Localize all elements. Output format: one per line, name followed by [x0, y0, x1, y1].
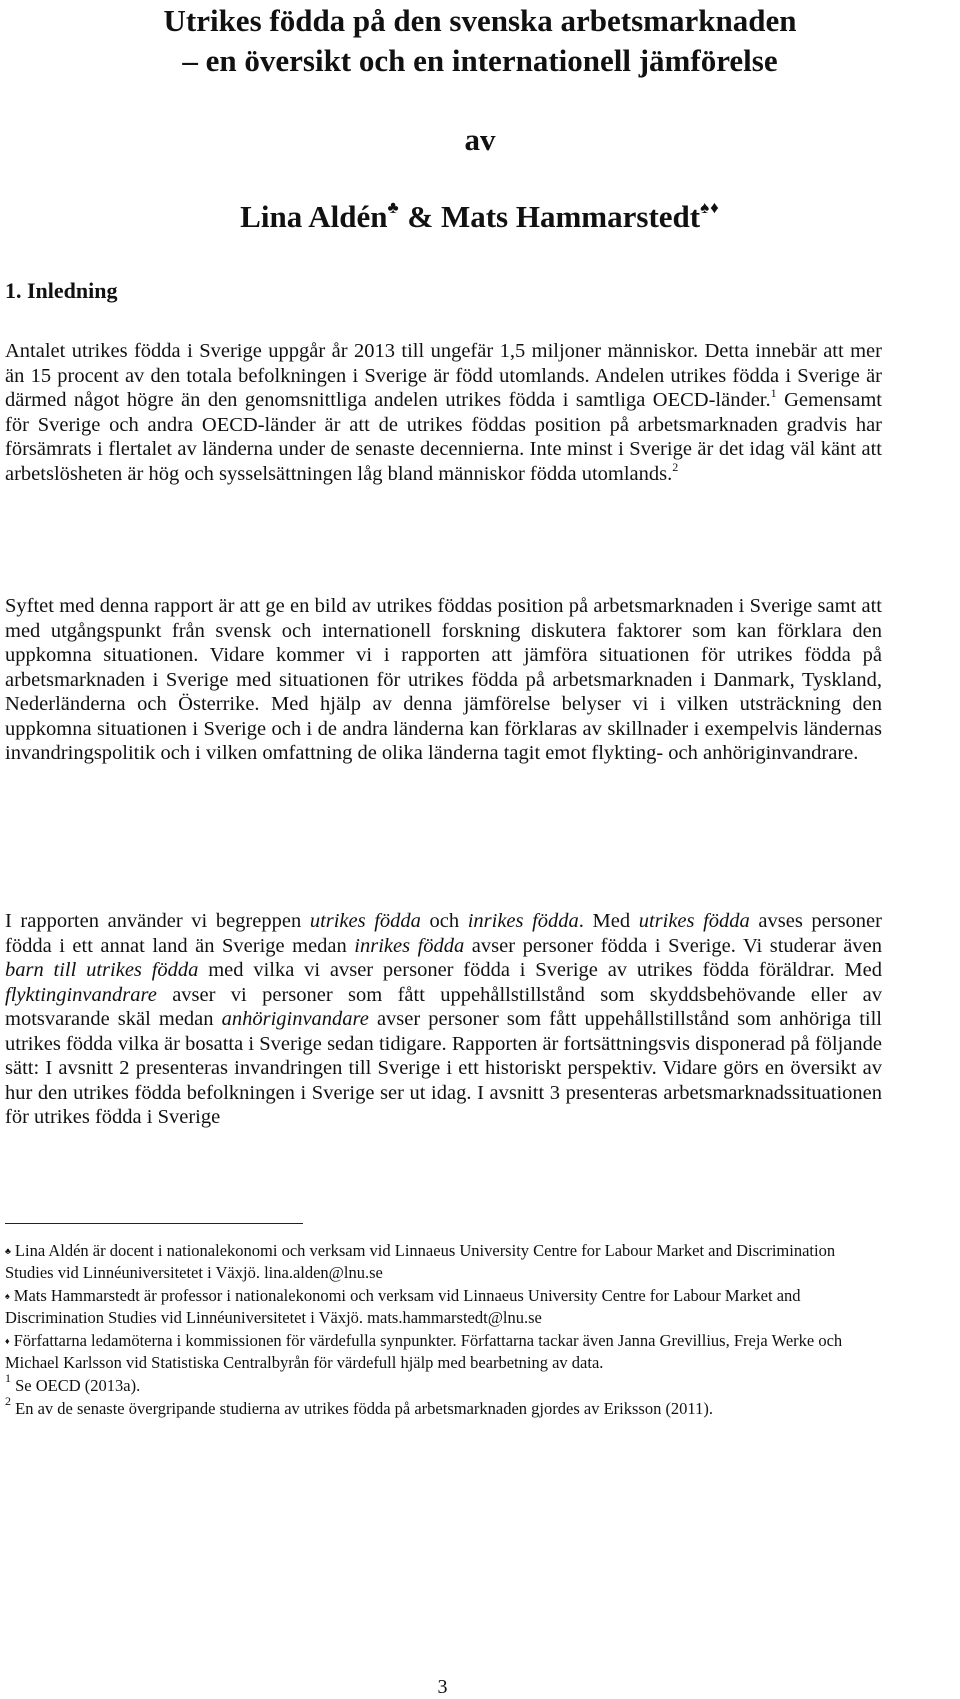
p3-text: avser vi personer som fått uppehållstillstånd som skyddsbehövande eller av motsvarande skäl medan — [5, 983, 882, 1030]
paragraph-1-text-b: Gemensamt för Sverige och andra OECD-länder är att de utrikes föddas position på arbetsmarknaden gradvis har försämrats i flertalet av länderna under de senaste decennierna. Inte minst i Sverige är det idag väl känt att arbetslösheten är hög och sysselsättningen låg bland människor födda utomlands. — [5, 389, 882, 485]
p3-term: anhöriginvandare — [221, 1008, 369, 1030]
footnotes — [5, 1240, 882, 1421]
p3-text: med vilka vi avser personer födda i Sverige av utrikes födda föräldrar. Med — [198, 959, 882, 981]
author-1-symbol: ♣ — [387, 198, 400, 217]
footnote-author-1 — [5, 1240, 882, 1283]
footnote-ref-1[interactable]: 1 — [770, 386, 777, 400]
paragraph-1 — [5, 339, 882, 486]
p3-text: . Med — [578, 910, 639, 932]
section-heading: 1. Inledning — [5, 278, 118, 303]
p3-term: utrikes födda — [638, 910, 750, 932]
p3-text: och — [420, 910, 468, 932]
footnote-marker: 1 — [5, 1371, 11, 1385]
paragraph-3 — [5, 909, 882, 1130]
paragraph-1-text-a: Antalet utrikes födda i Sverige uppgår år 2013 till ungefär 1,5 miljoner människor. Detta innebär att mer än 15 procent av den totala befolkningen i Sverige är född utomlands. Andelen utrikes födda i Sverige är därmed något högre än den genomsnittliga andelen utrikes födda i samtliga OECD-länder. — [5, 340, 882, 411]
footnote-text: En av de senaste övergripande studierna av utrikes födda på arbetsmarknaden gjordes av Eriksson (2011). — [15, 1399, 713, 1418]
footnote-1 — [5, 1371, 882, 1396]
p3-term: utrikes födda — [309, 910, 421, 932]
paragraph-2: Syftet med denna rapport är att ge en bild av utrikes föddas position på arbetsmarknaden i Sverige samt att med utgångspunkt från svensk och internationell forskning diskutera faktorer som kan förklara den uppkomna situationen. Vidare kommer vi i rapporten att jämföra situationen för utrikes födda på arbetsmarknaden i Sverige med situationen för utrikes födda på arbetsmarknaden i Danmark, Tyskland, Nederländerna och Österrike. Med hjälp av denna jämförelse belyser vi i vilken utsträckning den uppkomna situationen i Sverige och i de andra länderna kan förklaras av skillnader i exempelvis ländernas invandringspolitik och i vilken omfattning de olika länderna tagit emot flykting- och anhöriginvandrare. — [5, 595, 882, 764]
page-number: 3 — [437, 1676, 448, 1698]
footnote-marker: ♣ — [5, 1246, 11, 1256]
p3-term: flyktinginvandrare — [5, 983, 157, 1006]
footnote-ref-2[interactable]: 2 — [672, 459, 679, 474]
p3-text: avser personer som fått uppehållstillstånd som anhöriga till utrikes födda vilka är bosatta i Sverige sedan tidigare. Rapporten är fortsättningsvis disponerad på följande sätt: I avsnitt 2 presenteras invandringen till Sverige i ett historiskt perspektiv. Vidare görs en översikt av hur den utrikes födda befolkningen i Sverige ser ut idag. I avsnitt 3 presenteras arbetsmarknadssituationen för utrikes födda i Sverige — [5, 1008, 882, 1128]
author-1: Lina Aldén — [240, 199, 388, 234]
footnote-acknowledgements — [5, 1330, 882, 1373]
footnote-2 — [5, 1394, 882, 1419]
author-2: & Mats Hammarstedt — [399, 199, 701, 234]
footnote-text: Se OECD (2013a). — [15, 1376, 141, 1395]
p3-term: inrikes födda — [354, 934, 465, 957]
title-line-2: – en översikt och en internationell jämförelse — [182, 43, 778, 78]
authors — [0, 198, 960, 235]
p3-term: barn till utrikes födda — [5, 959, 199, 981]
footnote-marker: ♦ — [5, 1336, 10, 1346]
byline-av: av — [464, 122, 496, 157]
p3-text: I rapporten använder vi begreppen — [5, 910, 310, 932]
footnote-divider — [5, 1223, 303, 1224]
footnote-author-2 — [5, 1285, 882, 1328]
title-line-1: Utrikes födda på den svenska arbetsmarknaden — [163, 3, 797, 38]
footnote-marker: 2 — [5, 1394, 11, 1408]
p3-text: avser personer födda i Sverige. Vi studerar även — [464, 934, 882, 957]
footnote-text: Författarna ledamöterna i kommissionen för värdefulla synpunkter. Författarna tackar även Janna Grevillius, Freja Werke och Michael Karlsson vid Statistiska Centralbyrån för värdefull hjälp med bearbetning av data. — [5, 1331, 843, 1372]
footnote-marker: ♠ — [5, 1291, 10, 1301]
p3-term: inrikes födda — [467, 910, 579, 932]
p3-text: avses personer födda i ett annat land än Sverige medan — [5, 910, 882, 957]
footnote-text: Mats Hammarstedt är professor i nationalekonomi och verksam vid Linnaeus University Centre for Labour Market and Discrimination Studies vid Linnéuniversitetet i Växjö. mats.hammarstedt@lnu.se — [5, 1286, 801, 1327]
footnote-text: Lina Aldén är docent i nationalekonomi och verksam vid Linnaeus University Centre for Labour Market and Discrimination Studies vid Linnéuniversitetet i Växjö. lina.alden@lnu.se — [5, 1241, 836, 1282]
author-2-symbols: ♠♦ — [700, 198, 720, 217]
